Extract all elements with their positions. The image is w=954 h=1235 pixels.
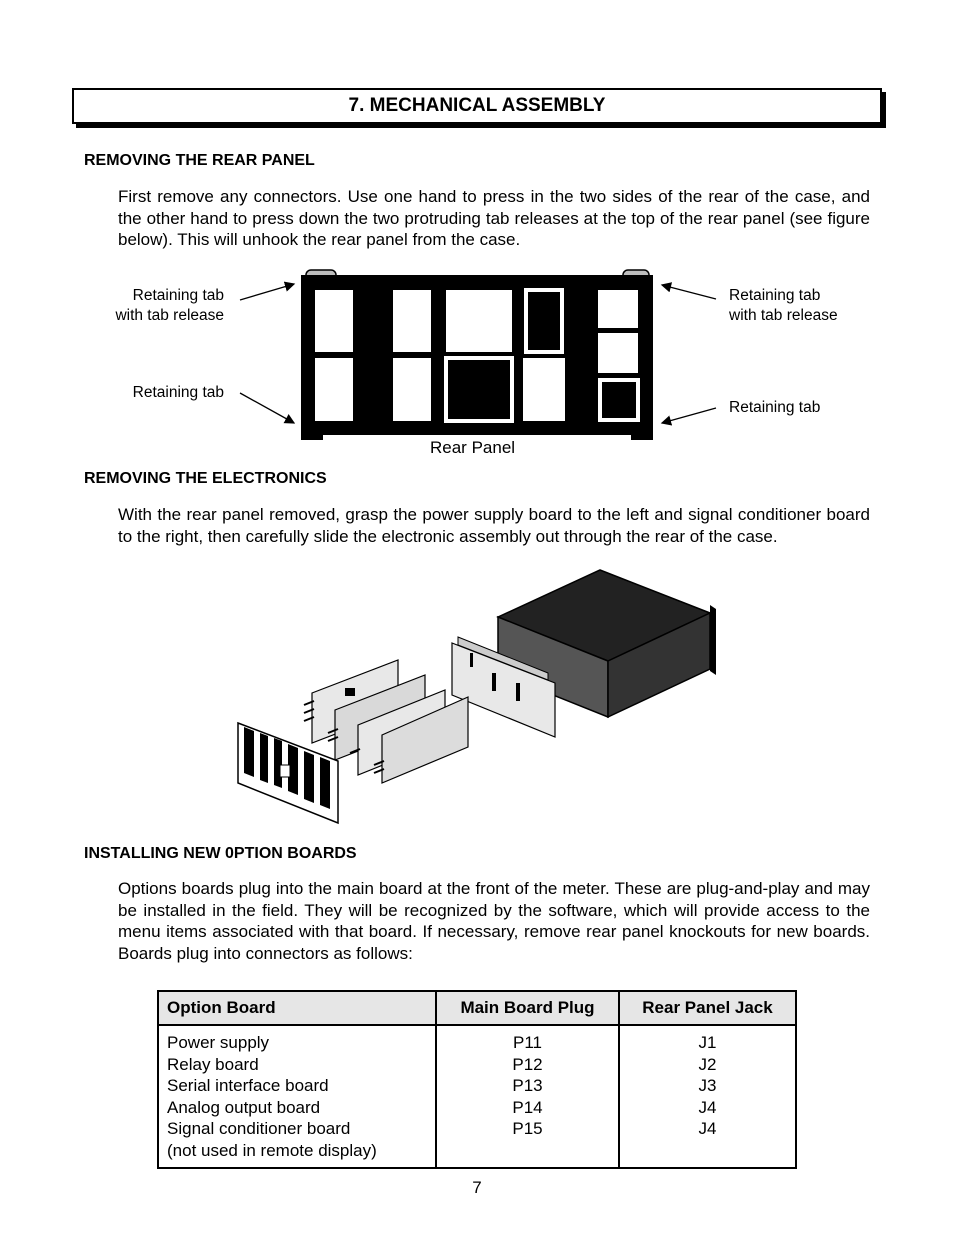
label-right-top: Retaining tab with tab release	[729, 287, 838, 324]
main-board-plug-column: P11 P12 P13 P14 P15	[436, 1025, 619, 1168]
heading-options: INSTALLING NEW 0PTION BOARDS	[84, 845, 357, 862]
exploded-assembly-figure	[230, 565, 730, 830]
label-left-bottom: Retaining tab	[132, 384, 224, 401]
rear-panel-figure	[230, 265, 730, 445]
option-board-column: Power supply Relay board Serial interface board Analog output board Signal conditioner board (not used in remote display)	[158, 1025, 436, 1168]
para-options: Options boards plug into the main board at the front of the meter. These are plug-and-play and may be installed in the field. They will be recognized by the software, which will provide access to the menu items associated with that board. If necessary, remove rear panel knockouts for new boards. Boards plug into connectors as follows:	[118, 879, 870, 963]
label-right-bottom: Retaining tab	[729, 399, 821, 416]
option-board-table	[157, 990, 797, 1169]
para-electronics: With the rear panel removed, grasp the power supply board to the left and signal conditioner board to the right, then carefully slide the electronic assembly out through the rear of the case.	[118, 505, 870, 546]
rear-panel-jack-column: J1 J2 J3 J4 J4	[619, 1025, 796, 1168]
table-row	[158, 1025, 796, 1168]
page-number: 7	[472, 1178, 482, 1197]
para-rear-panel: First remove any connectors. Use one hand to press in the two sides of the rear of the case, and the other hand to press down the two protruding tab releases at the top of the rear panel (see figure below). This will unhook the rear panel from the case.	[118, 187, 870, 249]
heading-rear-panel: REMOVING THE REAR PANEL	[84, 152, 315, 169]
header-rear-panel-jack: Rear Panel Jack	[619, 991, 796, 1025]
label-left-top: Retaining tab with tab release	[115, 287, 224, 324]
section-title: 7. MECHANICAL ASSEMBLY	[72, 88, 882, 124]
heading-electronics: REMOVING THE ELECTRONICS	[84, 470, 327, 487]
header-main-board-plug: Main Board Plug	[436, 991, 619, 1025]
table-header-row	[158, 991, 796, 1025]
header-option-board: Option Board	[158, 991, 436, 1025]
figure-caption: Rear Panel	[430, 438, 516, 457]
